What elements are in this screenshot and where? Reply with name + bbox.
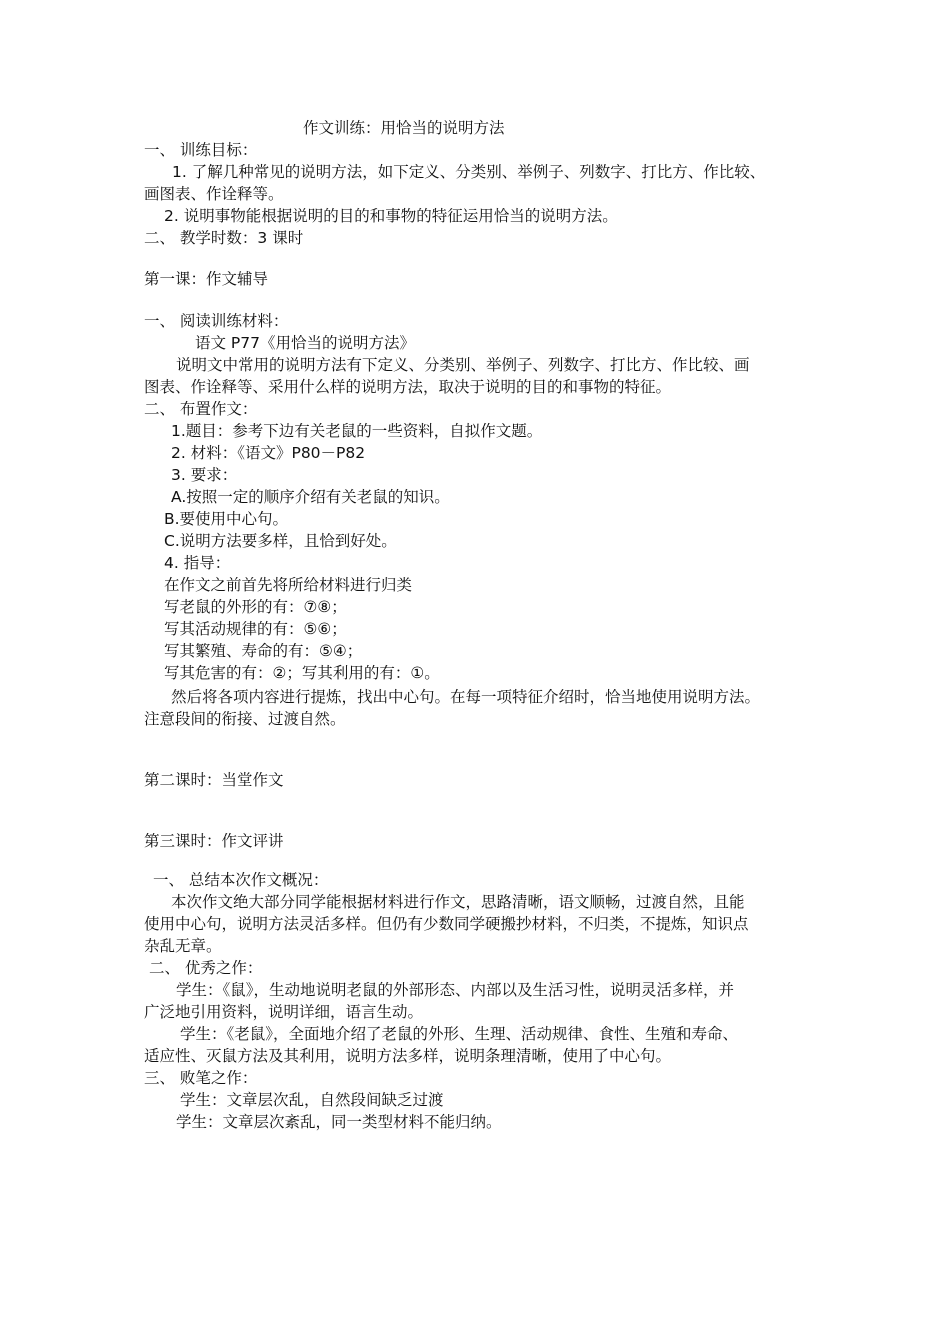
text-line: 广泛地引用资料，说明详细，语言生动。 [144, 1003, 424, 1021]
text-line: 学生：《鼠》，生动地说明老鼠的外部形态、内部以及生活习性，说明灵活多样，并 [176, 981, 735, 999]
text-line: 在作文之前首先将所给材料进行归类 [164, 576, 413, 594]
text-line: 写其危害的有：②；写其利用的有：①。 [164, 664, 440, 682]
text-line: B.要使用中心句。 [164, 510, 289, 528]
text-line: 杂乱无章。 [144, 937, 222, 955]
text-line: 写其活动规律的有：⑤⑥； [164, 620, 347, 638]
text-line: 一、 阅读训练材料： [144, 312, 289, 330]
text-line: 2. 材料：《语文》P80－P82 [171, 444, 366, 462]
text-line: 1. 了解几种常见的说明方法，如下定义、分类别、举例子、列数字、打比方、作比较、 [172, 163, 766, 181]
text-line: 图表、作诠释等、采用什么样的说明方法，取决于说明的目的和事物的特征。 [144, 378, 672, 396]
text-line: 学生：文章层次紊乱，同一类型材料不能归纳。 [176, 1113, 502, 1131]
text-line: 4. 指导： [164, 554, 231, 572]
text-line: C.说明方法要多样，且恰到好处。 [164, 532, 397, 550]
text-line: 二、 优秀之作： [149, 959, 263, 977]
text-line: 语文 P77《用恰当的说明方法》 [195, 334, 415, 352]
text-line: 本次作文绝大部分同学能根据材料进行作文，思路清晰，语文顺畅，过渡自然，且能 [171, 893, 745, 911]
text-line: 使用中心句，说明方法灵活多样。但仍有少数同学硬搬抄材料，不归类，不提炼，知识点 [144, 915, 749, 933]
text-line: 第三课时：作文评讲 [144, 832, 284, 850]
text-line: 说明文中常用的说明方法有下定义、分类别、举例子、列数字、打比方、作比较、画 [176, 356, 750, 374]
text-line: 一、 训练目标： [144, 141, 258, 159]
text-line: 写其繁殖、寿命的有：⑤④； [164, 642, 363, 660]
text-line: 画图表、作诠释等。 [144, 185, 284, 203]
text-line: 第二课时：当堂作文 [144, 771, 284, 789]
text-line: 适应性、灭鼠方法及其利用，说明方法多样，说明条理清晰，使用了中心句。 [144, 1047, 672, 1065]
document-title: 作文训练：用恰当的说明方法 [303, 119, 505, 137]
text-line: 学生：文章层次乱，自然段间缺乏过渡 [180, 1091, 444, 1109]
text-line: 一、 总结本次作文概况： [153, 871, 329, 889]
text-line: 注意段间的衔接、过渡自然。 [144, 710, 346, 728]
text-line: 然后将各项内容进行提炼，找出中心句。在每一项特征介绍时，恰当地使用说明方法。 [171, 688, 761, 706]
text-line: 写老鼠的外形的有：⑦⑧； [164, 598, 347, 616]
text-line: 二、 教学时数：3 课时 [144, 229, 304, 247]
text-line: 三、 败笔之作： [144, 1069, 258, 1087]
text-line: A.按照一定的顺序介绍有关老鼠的知识。 [171, 488, 450, 506]
text-line: 1.题目：参考下边有关老鼠的一些资料，自拟作文题。 [171, 422, 543, 440]
text-line: 学生：《老鼠》，全面地介绍了老鼠的外形、生理、活动规律、食性、生殖和寿命、 [180, 1025, 739, 1043]
text-line: 2. 说明事物能根据说明的目的和事物的特征运用恰当的说明方法。 [164, 207, 618, 225]
text-line: 3. 要求： [171, 466, 238, 484]
text-line: 第一课：作文辅导 [144, 270, 269, 288]
text-line: 二、 布置作文： [144, 400, 258, 418]
